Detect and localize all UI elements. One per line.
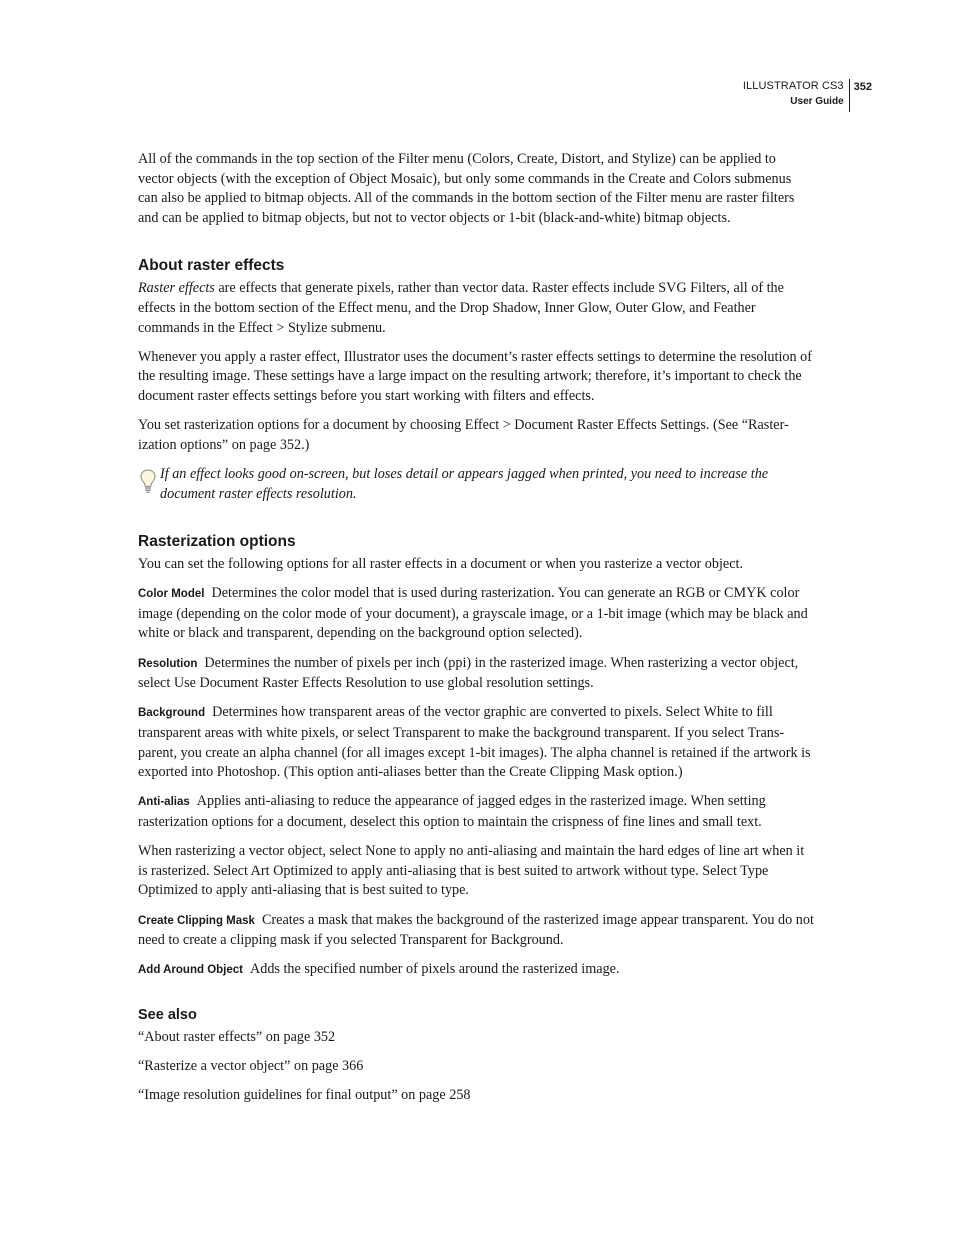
about-paragraph-3: You set rasterization options for a document by choosing Effect > Document Raster Effects Settings. (See “Raster-ization options” on page 352.) [138,417,789,453]
option-description: Creates a mask that makes the background of the rasterized image appear transparent. You do not need to create a clipping mask if you selected Transparent for Background. [138,911,814,949]
heading-rasterization-options: Rasterization options [138,533,296,551]
term-raster-effects: Raster effects [138,280,215,297]
option-description: Adds the specified number of pixels around the rasterized image. [249,961,620,978]
about-paragraph-1-text: are effects that generate pixels, rather than vector data. Raster effects include SVG Filters, all of the effects in the bottom section of the Effect menu, and the Drop Shadow, Inner Glow, Outer Glow, and Feather commands in the Effect > Stylize submenu. [138,280,784,336]
see-also-link[interactable]: “About raster effects” on page 352 [138,1028,336,1045]
about-paragraph-1 [138,279,814,338]
option-description: Applies anti-aliasing to reduce the appearance of jagged edges in the rasterized image. When setting rasterization options for a document, deselect this option to maintain the crispness of fine lines and small text. [138,793,766,830]
option-anti-alias [138,792,814,832]
see-also-link[interactable]: “Rasterize a vector object” on page 366 [138,1058,364,1075]
page-content [138,150,814,1116]
option-term: Resolution [138,657,198,670]
option-create-clipping-mask [138,911,814,951]
heading-about-raster-effects: About raster effects [138,257,285,275]
option-term: Background [138,707,206,720]
header-titles [743,79,850,112]
option-description: Determines the color model that is used during rasterization. You can generate an RGB or CMYK color image (depending on the color mode of your document), a grayscale image, or a 1-bit image (which may be black and white or black and transparent, depending on the background option selected). [138,585,808,642]
option-description: Determines how transparent areas of the vector graphic are converted to pixels. Select White to fill transparent areas with white pixels, or select Transparent to make the background transparent. If you select Trans-parent, you create an alpha channel (for all images except 1-bit images). The alpha channel is retained if the artwork is exported into Photoshop. (This option anti-aliases better than the Create Clipping Mask option.) [138,704,811,781]
option-term: Color Model [138,588,205,601]
guide-title: User Guide [790,96,844,107]
option-description: Determines the number of pixels per inch (ppi) in the rasterized image. When rasterizing a vector object, select Use Document Raster Effects Resolution to use global resolution settings. [138,654,799,692]
see-also-link[interactable]: “Image resolution guidelines for final output” on page 258 [138,1087,471,1104]
option-resolution [138,654,814,694]
option-background [138,703,814,782]
product-title: ILLUSTRATOR CS3 [742,80,844,92]
see-also-list [138,1028,814,1106]
page-number: 352 [853,81,872,93]
anti-alias-note: When rasterizing a vector object, select None to apply no anti-aliasing and maintain the hard edges of line art when it is rasterized. Select Art Optimized to apply anti-aliasing that is best suited to artwork without type. Select Type Optimized to apply anti-aliasing that is best suited to type. [138,843,805,899]
option-term: Anti-alias [138,796,190,809]
option-add-around-object [138,960,814,981]
intro-paragraph: All of the commands in the top section of the Filter menu (Colors, Create, Distort, and Stylize) can be applied to vector objects (with the exception of Object Mosaic), but only some commands in the Create and Colors submenus can also be applied to bitmap objects. All of the commands in the bottom section of the Filter menu are raster filters and can be applied to bitmap objects, but not to vector objects or 1-bit (black-and-white) bitmap objects. [138,151,795,226]
option-term: Add Around Object [138,964,243,977]
page-header [743,79,872,112]
option-term: Create Clipping Mask [138,914,255,927]
option-color-model [138,584,814,644]
lightbulb-icon [138,467,158,495]
tip-note [138,465,814,504]
tip-text: If an effect looks good on-screen, but loses detail or appears jagged when printed, you need to increase the document raster effects resolution. [160,465,769,502]
heading-see-also: See also [138,1006,197,1023]
about-paragraph-2: Whenever you apply a raster effect, Illustrator uses the document’s raster effects settings to determine the resolution of the resulting image. These settings have a large impact on the resulting artwork; therefore, it’s important to check the document raster effects settings before you start working with filters and effects. [138,348,812,404]
raster-intro: You can set the following options for all raster effects in a document or when you rasterize a vector object. [138,556,744,573]
